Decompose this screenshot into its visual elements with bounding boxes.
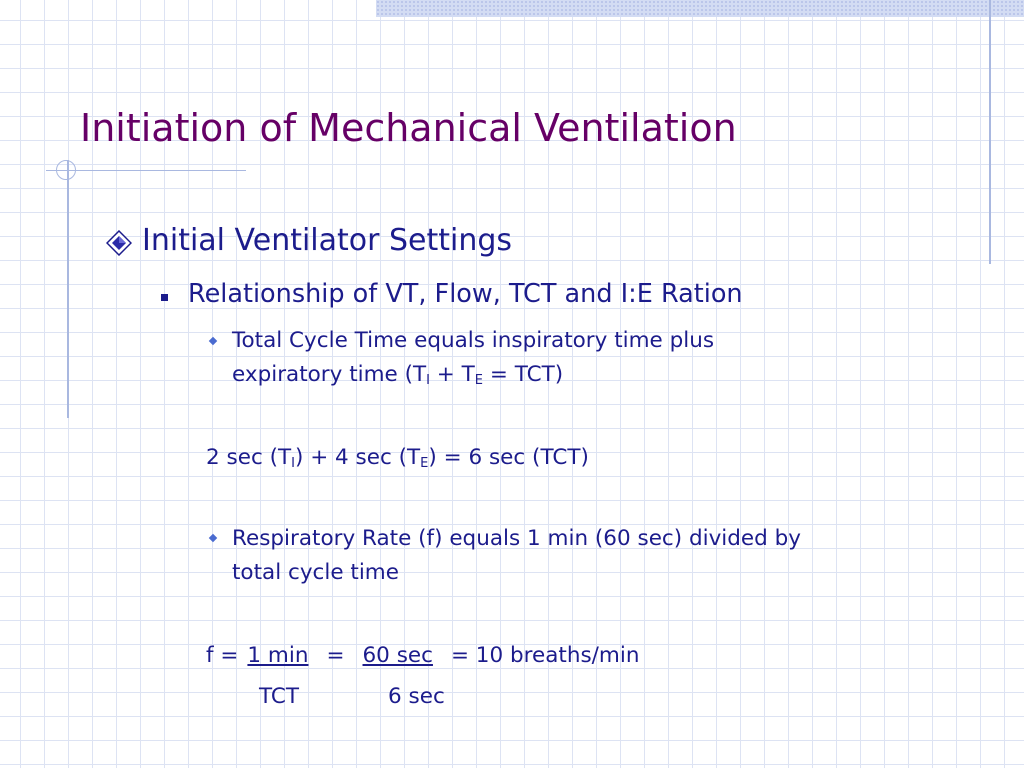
small-diamond-bullet-icon xyxy=(209,534,217,542)
bullet-tct-line2: expiratory time $(T_I + T_E = TCT)$ xyxy=(232,362,564,388)
title-underline-rule xyxy=(46,170,246,171)
slide-title: Initiation of Mechanical Ventilation xyxy=(80,106,737,150)
circle-ornament-icon xyxy=(56,160,76,180)
square-bullet-icon xyxy=(161,294,168,301)
formula-denominator-2: 6 sec xyxy=(388,684,445,709)
tct-example-equation: 2 $\sec (T_I) + 4$ $\sec (T_E) = 6$ sec (TCT) xyxy=(206,445,589,471)
bullet-rate-line2: total cycle time xyxy=(232,560,399,585)
left-vertical-rule xyxy=(67,160,69,418)
formula-denominator-1: TCT xyxy=(259,684,300,709)
section-heading: Initial Ventilator Settings xyxy=(142,223,513,258)
formula-numerator-2: 60 sec xyxy=(362,643,433,668)
right-vertical-rule xyxy=(989,0,991,264)
rate-formula-line: f = 1 min = 60 sec = 10 breaths/min xyxy=(206,643,640,668)
small-diamond-bullet-icon xyxy=(209,337,217,345)
bullet-rate-line1: Respiratory Rate (f) equals 1 min (60 sec) divided by xyxy=(232,526,802,551)
top-decorative-band xyxy=(376,0,1024,17)
diamond-bullet-icon xyxy=(106,230,132,256)
subsection-heading: Relationship of VT, Flow, TCT and I:E Ration xyxy=(188,279,743,309)
formula-numerator-1: 1 min xyxy=(247,643,309,668)
bullet-tct-line1: Total Cycle Time equals inspiratory time plus xyxy=(232,328,715,353)
